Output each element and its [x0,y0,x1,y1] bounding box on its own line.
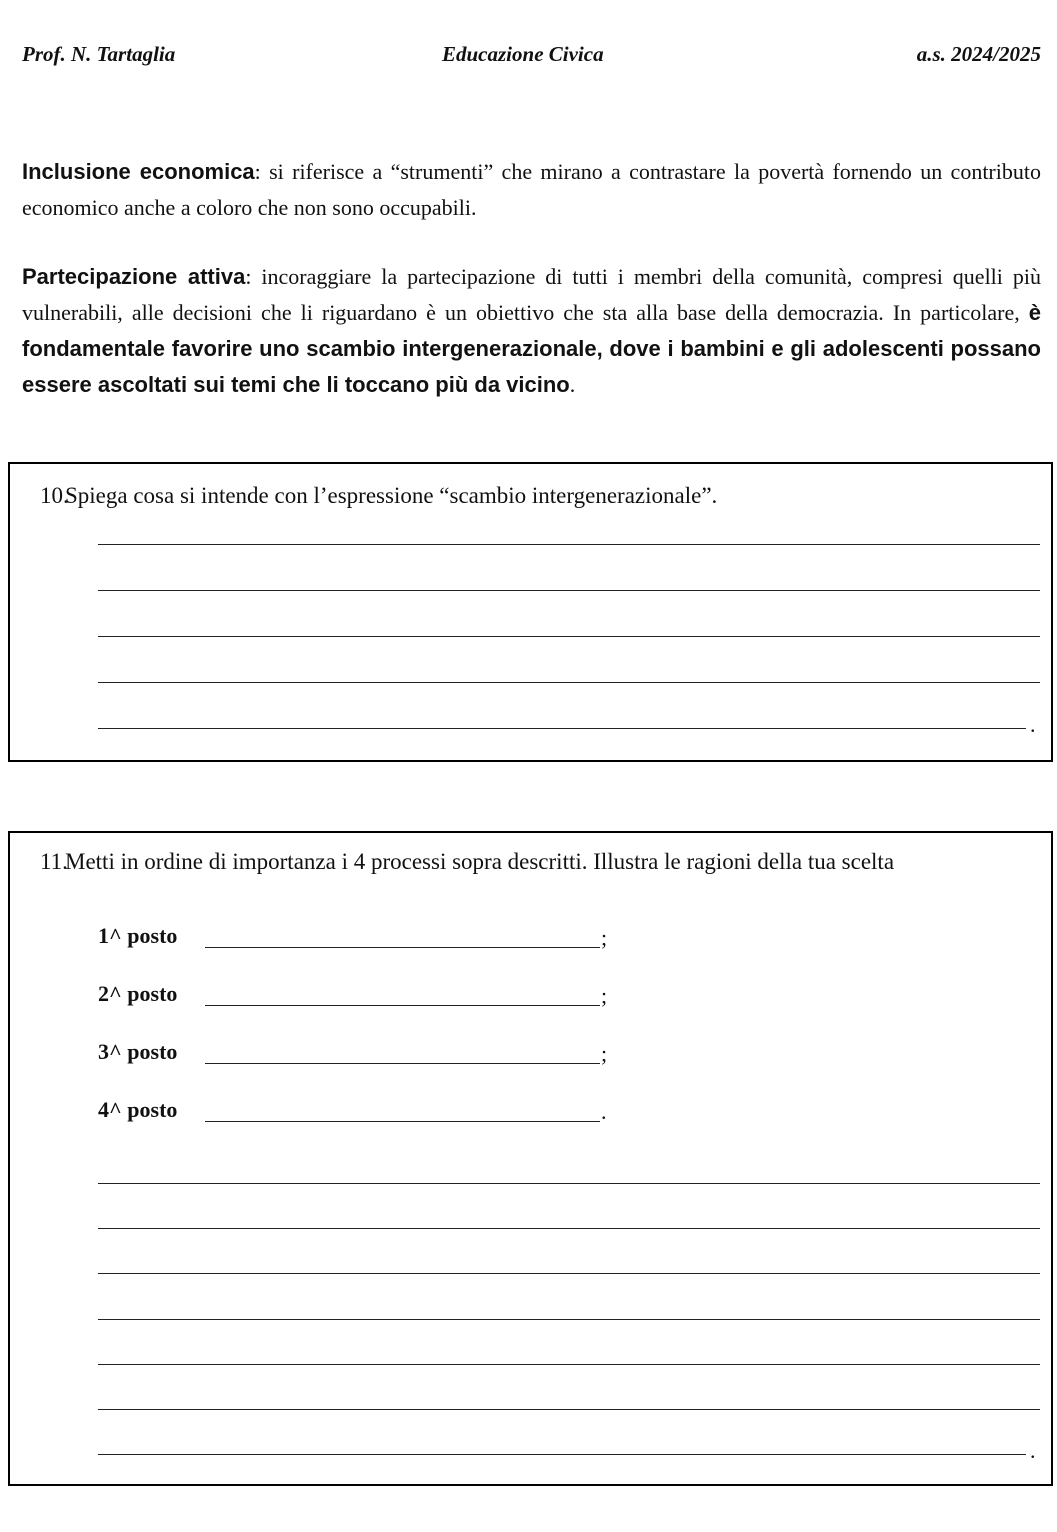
paragraph-term: Inclusione economica [22,159,255,184]
rank-2-end: ; [601,983,608,1008]
rank-3-line[interactable] [205,1063,600,1064]
answer-line[interactable] [98,1183,1040,1184]
subject-title: Educazione Civica [442,42,604,66]
paragraph-term: Partecipazione attiva [22,264,246,289]
final-punct: . [1030,712,1036,737]
rank-4-line[interactable] [205,1121,600,1122]
question-prompt: Metti in ordine di importanza i 4 processi sopra descritti. Illustra le ragioni della tua scelta [65,849,895,874]
question-number: 11. [40,849,68,874]
answer-line[interactable] [98,728,1026,729]
answer-line[interactable] [98,1454,1026,1455]
question-11-box [8,831,1053,1486]
rank-1-end: ; [601,925,608,950]
rank-2-line[interactable] [205,1005,600,1006]
paragraph-text: : si riferisce a “strumenti” che mirano a contrastare la povertà fornendo un contributo economico anche a coloro che non sono occupabili. [22,159,1041,220]
rank-1-line[interactable] [205,947,600,948]
answer-line[interactable] [98,1409,1040,1410]
teacher-name: Prof. N. Tartaglia [22,42,176,66]
answer-line[interactable] [98,1228,1040,1229]
answer-line[interactable] [98,1364,1040,1365]
question-number: 10. [40,483,69,508]
answer-line[interactable] [98,544,1040,545]
question-11-text [40,846,1039,877]
paragraph-end: . [569,372,576,397]
rank-4-label: 4^ posto [98,1097,178,1122]
question-10-box [8,462,1053,762]
rank-1-label: 1^ posto [98,923,178,948]
answer-line[interactable] [98,1273,1040,1274]
question-prompt: Spiega cosa si intende con l’espressione “scambio intergenerazionale”. [65,483,718,508]
final-punct: . [1030,1438,1036,1463]
answer-line[interactable] [98,682,1040,683]
question-10-text [40,480,1039,511]
answer-line[interactable] [98,1319,1040,1320]
paragraph-emphasis: è fondamentale favorire uno scambio intergenerazionale, dove i bambini e gli adolescenti possano essere ascoltati sui temi che li toccano più da vicino [22,300,1041,397]
page-header [22,42,1041,72]
answer-line[interactable] [98,636,1040,637]
school-year: a.s. 2024/2025 [916,42,1041,66]
rank-4-end: . [601,1099,607,1124]
rank-3-label: 3^ posto [98,1039,178,1064]
paragraph-partecipazione-attiva [22,259,1041,403]
rank-2-label: 2^ posto [98,981,178,1006]
rank-3-end: ; [601,1041,608,1066]
answer-line[interactable] [98,590,1040,591]
paragraph-inclusione-economica [22,154,1041,226]
paragraph-text: : incoraggiare la partecipazione di tutti i membri della comunità, compresi quelli più vulnerabili, alle decisioni che li riguardano è un obiettivo che sta alla base della democrazia. In particolare, [22,264,1041,325]
